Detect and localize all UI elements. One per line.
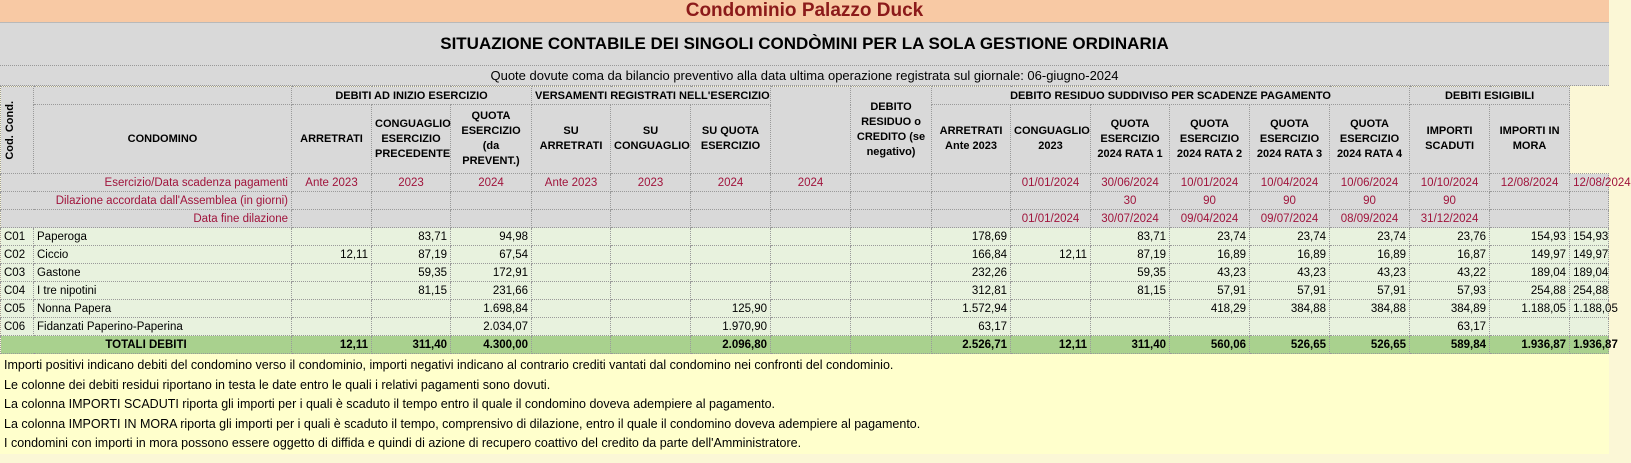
row-code[interactable]: C04 [1,282,34,300]
row-cell[interactable] [292,300,372,318]
schedule-cell[interactable] [771,192,851,210]
row-cell[interactable]: 43,22 [1410,264,1490,282]
schedule-cell[interactable] [532,210,611,228]
schedule-cell[interactable]: Ante 2023 [292,174,372,192]
sheet-title: Condominio Palazzo Duck [0,0,1609,23]
schedule-cell[interactable] [1490,192,1570,210]
schedule-cell[interactable]: 2023 [372,174,451,192]
row-cell[interactable]: 231,66 [451,282,532,300]
schedule-spacer-cell[interactable] [851,174,932,192]
totals-cell[interactable]: 560,06 [1170,336,1250,354]
row-cell[interactable]: 384,89 [1410,300,1490,318]
row-name[interactable]: Ciccio [34,246,292,264]
row-cell[interactable] [1250,318,1330,336]
totals-cell[interactable]: 12,11 [292,336,372,354]
schedule-cell[interactable]: 09/07/2024 [1250,210,1330,228]
schedule-cell[interactable] [1570,192,1609,210]
schedule-cell[interactable]: 31/12/2024 [1410,210,1490,228]
schedule-spacer-cell[interactable] [851,210,932,228]
row-cell[interactable] [771,228,851,246]
row-cell[interactable]: 16,89 [1170,246,1250,264]
notes-area [0,354,1609,454]
row-name[interactable]: Nonna Papera [34,300,292,318]
schedule-cell[interactable]: 10/06/2024 [1330,174,1410,192]
note-line: Le colonne dei debiti residui riportano in testa le date entro le quali i relativi pagamenti sono dovuti. [4,377,551,392]
row-cell[interactable]: 83,71 [1091,228,1170,246]
row-cell[interactable]: 12,11 [1011,246,1091,264]
row-cell[interactable] [372,318,451,336]
group-debiti-esigibili: DEBITI ESIGIBILI [1410,87,1570,105]
group-header-row [1,87,1609,105]
report-subtitle: SITUAZIONE CONTABILE DEI SINGOLI CONDÒMINI PER LA SOLA GESTIONE ORDINARIA [0,23,1609,66]
col-rata2: QUOTA ESERCIZIO 2024 RATA 2 [1170,105,1250,174]
table-row [1,228,1609,246]
row-cell[interactable] [1011,318,1091,336]
schedule-cell[interactable]: 10/04/2024 [1250,174,1330,192]
totals-cell[interactable]: 4.300,00 [451,336,532,354]
group-versamenti: VERSAMENTI REGISTRATI NELL'ESERCIZIO [532,87,771,105]
schedule-spacer-cell[interactable] [851,192,932,210]
row-cell[interactable] [611,300,691,318]
schedule-cell[interactable] [451,192,532,210]
schedule-cell[interactable] [691,192,771,210]
row-cell[interactable]: 1.698,84 [451,300,532,318]
row-cell[interactable] [292,264,372,282]
row-cell[interactable]: 83,71 [372,228,451,246]
schedule-cell[interactable]: 30 [1091,192,1170,210]
totals-cell[interactable]: 526,65 [1330,336,1410,354]
table-row [1,318,1609,336]
schedule-cell[interactable] [451,210,532,228]
row-cell[interactable]: 149,97 [1570,246,1609,264]
schedule-cell[interactable] [611,210,691,228]
totals-spacer-cell[interactable] [851,336,932,354]
schedule-cell[interactable] [611,192,691,210]
row-cell[interactable]: 57,91 [1330,282,1410,300]
row-cell[interactable]: 1.572,94 [932,300,1011,318]
totals-cell[interactable]: 12,11 [1011,336,1091,354]
schedule-cell[interactable]: 90 [1330,192,1410,210]
row-cell[interactable]: 384,88 [1330,300,1410,318]
row-cell[interactable] [1091,318,1170,336]
row-cell[interactable]: 59,35 [1091,264,1170,282]
totals-cell[interactable] [532,336,611,354]
row-spacer-cell[interactable] [851,246,932,264]
row-name[interactable]: Gastone [34,264,292,282]
row-name[interactable]: Paperoga [34,228,292,246]
schedule-cell[interactable] [1011,192,1091,210]
col-arretrati: ARRETRATI [292,105,372,174]
col-rata3: QUOTA ESERCIZIO 2024 RATA 3 [1250,105,1330,174]
col-su-conguaglio: SU CONGUAGLIO [611,105,691,174]
row-cell[interactable]: 154,93 [1490,228,1570,246]
row-cell[interactable] [611,228,691,246]
schedule-cell[interactable]: 90 [1410,192,1490,210]
col-rata1: QUOTA ESERCIZIO 2024 RATA 1 [1091,105,1170,174]
schedule-cell[interactable]: 09/04/2024 [1170,210,1250,228]
schedule-row-label[interactable]: Esercizio/Data scadenza pagamenti [1,174,292,192]
row-cell[interactable]: 312,81 [932,282,1011,300]
row-cell[interactable] [771,300,851,318]
row-cell[interactable]: 23,74 [1170,228,1250,246]
row-cell[interactable]: 125,90 [691,300,771,318]
col-condomino: CONDOMINO [34,105,292,174]
row-spacer-cell[interactable] [851,318,932,336]
row-cell[interactable] [691,228,771,246]
totals-cell[interactable]: 311,40 [372,336,451,354]
row-cell[interactable]: 63,17 [932,318,1011,336]
report-note: Quote dovute coma da bilancio preventivo alla data ultima operazione registrata sul giornale: 06-giugno-2024 [0,66,1609,86]
cod-header: Cod. Cond. [1,87,34,174]
totals-cell[interactable] [611,336,691,354]
schedule-row [1,210,1609,228]
row-cell[interactable] [1011,264,1091,282]
note-line: I condomini con importi in mora possono essere oggetto di diffida e quindi di azione di recupero coattivo del credito da parte dell'Amministratore. [4,436,802,450]
schedule-cell[interactable] [292,192,372,210]
row-cell[interactable] [771,318,851,336]
row-cell[interactable] [691,282,771,300]
row-cell[interactable]: 94,98 [451,228,532,246]
row-cell[interactable]: 178,69 [932,228,1011,246]
row-cell[interactable] [532,300,611,318]
row-cell[interactable]: 23,74 [1250,228,1330,246]
row-cell[interactable]: 12,11 [292,246,372,264]
row-cell[interactable] [532,228,611,246]
row-cell[interactable]: 87,19 [372,246,451,264]
schedule-cell[interactable]: 12/08/2024 [1490,174,1570,192]
schedule-cell[interactable] [932,210,1011,228]
row-cell[interactable] [292,282,372,300]
table-row [1,282,1609,300]
row-cell[interactable]: 2.034,07 [451,318,532,336]
schedule-cell[interactable]: 08/09/2024 [1330,210,1410,228]
schedule-cell[interactable] [292,210,372,228]
row-cell[interactable]: 57,93 [1410,282,1490,300]
row-cell[interactable]: 189,04 [1490,264,1570,282]
row-code[interactable]: C05 [1,300,34,318]
row-cell[interactable]: 81,15 [372,282,451,300]
row-cell[interactable]: 43,23 [1250,264,1330,282]
schedule-cell[interactable] [932,192,1011,210]
row-cell[interactable]: 166,84 [932,246,1011,264]
schedule-cell[interactable]: 30/06/2024 [1091,174,1170,192]
schedule-cell[interactable] [372,192,451,210]
row-cell[interactable]: 43,23 [1330,264,1410,282]
row-code[interactable]: C03 [1,264,34,282]
schedule-cell[interactable] [691,210,771,228]
totals-cell[interactable]: 2.096,80 [691,336,771,354]
totals-cell[interactable]: 526,65 [1250,336,1330,354]
table-row [1,246,1609,264]
schedule-row [1,174,1609,192]
totals-cell[interactable]: 2.526,71 [932,336,1011,354]
note-line: La colonna IMPORTI IN MORA riporta gli importi per i quali è scaduto il tempo, comprensivo di dilazione, entro il quale il condomino doveva adempiere al pagamento. [4,416,921,431]
table-row [1,300,1609,318]
row-cell[interactable]: 254,88 [1490,282,1570,300]
row-cell[interactable] [532,318,611,336]
totals-cell[interactable]: 589,84 [1410,336,1490,354]
row-cell[interactable]: 16,87 [1410,246,1490,264]
row-cell[interactable]: 1.970,90 [691,318,771,336]
schedule-cell[interactable] [532,192,611,210]
schedule-cell[interactable]: Ante 2023 [532,174,611,192]
row-cell[interactable] [1490,318,1570,336]
group-debiti-inizio: DEBITI AD INIZIO ESERCIZIO [292,87,532,105]
schedule-cell[interactable]: 90 [1170,192,1250,210]
col-arretrati-ante: ARRETRATI Ante 2023 [932,105,1011,174]
row-cell[interactable] [691,246,771,264]
row-code[interactable]: C02 [1,246,34,264]
schedule-cell[interactable]: 30/07/2024 [1091,210,1170,228]
schedule-cell[interactable] [1570,210,1609,228]
table-row [1,264,1609,282]
row-cell[interactable]: 23,76 [1410,228,1490,246]
schedule-cell[interactable] [372,210,451,228]
row-cell[interactable]: 67,54 [451,246,532,264]
row-cell[interactable]: 57,91 [1250,282,1330,300]
col-quota-esercizio: QUOTA ESERCIZIO (da PREVENT.) [451,105,532,174]
row-cell[interactable] [1330,318,1410,336]
schedule-cell[interactable] [932,174,1011,192]
row-cell[interactable] [1091,300,1170,318]
row-cell[interactable] [771,282,851,300]
col-conguaglio-2023: CONGUAGLIO 2023 [1011,105,1091,174]
group-debito-residuo: DEBITO RESIDUO SUDDIVISO PER SCADENZE PAGAMENTO [932,87,1410,105]
row-cell[interactable] [1570,318,1609,336]
row-cell[interactable] [771,246,851,264]
row-cell[interactable] [611,318,691,336]
schedule-cell[interactable]: 2024 [451,174,532,192]
row-spacer-cell[interactable] [851,264,932,282]
note-line: Importi positivi indicano debiti del condomino verso il condominio, importi negativi indicano al contrario crediti vantati dal condomino nei confronti del condominio. [4,358,894,372]
row-cell[interactable] [532,246,611,264]
schedule-cell[interactable] [1490,210,1570,228]
row-cell[interactable]: 149,97 [1490,246,1570,264]
row-cell[interactable] [1011,300,1091,318]
schedule-cell[interactable] [771,210,851,228]
totals-cell[interactable]: 1.936,87 [1570,336,1609,354]
schedule-cell[interactable]: 90 [1250,192,1330,210]
row-cell[interactable]: 384,88 [1250,300,1330,318]
schedule-cell[interactable]: 01/01/2024 [1011,210,1091,228]
row-cell[interactable]: 189,04 [1570,264,1609,282]
row-cell[interactable]: 81,15 [1091,282,1170,300]
row-cell[interactable] [372,300,451,318]
row-cell[interactable] [1170,318,1250,336]
row-cell[interactable]: 57,91 [1170,282,1250,300]
schedule-cell[interactable]: 2023 [611,174,691,192]
row-cell[interactable]: 16,89 [1330,246,1410,264]
row-code[interactable]: C06 [1,318,34,336]
row-code[interactable]: C01 [1,228,34,246]
schedule-cell[interactable]: 12/08/2024 [1570,174,1609,192]
row-cell[interactable] [1011,228,1091,246]
row-cell[interactable]: 23,74 [1330,228,1410,246]
row-cell[interactable]: 254,88 [1570,282,1609,300]
col-debito-residuo: DEBITO RESIDUO o CREDITO (se negativo) [851,87,932,174]
row-spacer-cell[interactable] [851,300,932,318]
col-importi-mora: IMPORTI IN MORA [1490,105,1570,174]
schedule-row-label[interactable]: Dilazione accordata dall'Assemblea (in giorni) [1,192,292,210]
schedule-row-label[interactable]: Data fine dilazione [1,210,292,228]
row-name[interactable]: I tre nipotini [34,282,292,300]
totals-cell[interactable] [771,336,851,354]
row-cell[interactable]: 16,89 [1250,246,1330,264]
row-cell[interactable]: 154,93 [1570,228,1609,246]
schedule-cell[interactable]: 2024 [691,174,771,192]
row-cell[interactable] [532,264,611,282]
schedule-cell[interactable]: 10/01/2024 [1170,174,1250,192]
col-rata4: QUOTA ESERCIZIO 2024 RATA 4 [1330,105,1410,174]
totals-row [1,336,1609,354]
row-cell[interactable] [691,264,771,282]
row-cell[interactable] [532,282,611,300]
row-cell[interactable] [292,318,372,336]
row-cell[interactable] [611,246,691,264]
row-cell[interactable]: 63,17 [1410,318,1490,336]
accounts-table [0,86,1631,354]
row-spacer-cell[interactable] [851,228,932,246]
col-su-arretrati: SU ARRETRATI [532,105,611,174]
schedule-cell[interactable]: 01/01/2024 [1011,174,1091,192]
col-conguaglio-prec: CONGUAGLIO ESERCIZIO PRECEDENTE [372,105,451,174]
col-su-quota: SU QUOTA ESERCIZIO [691,105,771,174]
row-cell[interactable]: 59,35 [372,264,451,282]
row-spacer-cell[interactable] [851,282,932,300]
row-cell[interactable]: 87,19 [1091,246,1170,264]
row-cell[interactable] [611,282,691,300]
row-cell[interactable]: 418,29 [1170,300,1250,318]
totals-cell[interactable]: 311,40 [1091,336,1170,354]
row-cell[interactable] [292,228,372,246]
row-cell[interactable]: 43,23 [1170,264,1250,282]
row-cell[interactable]: 172,91 [451,264,532,282]
schedule-cell[interactable]: 10/10/2024 [1410,174,1490,192]
row-cell[interactable] [611,264,691,282]
row-cell[interactable]: 232,26 [932,264,1011,282]
totals-label[interactable]: TOTALI DEBITI [1,336,292,354]
row-cell[interactable] [771,264,851,282]
row-cell[interactable] [1011,282,1091,300]
note-line: La colonna IMPORTI SCADUTI riporta gli importi per i quali è scaduto il tempo entro il quale il condomino doveva adempiere al pagamento. [4,397,775,411]
schedule-row [1,192,1609,210]
col-importi-scaduti: IMPORTI SCADUTI [1410,105,1490,174]
row-cell[interactable]: 1.188,05 [1570,300,1609,318]
totals-cell[interactable]: 1.936,87 [1490,336,1570,354]
row-cell[interactable]: 1.188,05 [1490,300,1570,318]
schedule-cell[interactable]: 2024 [771,174,851,192]
row-name[interactable]: Fidanzati Paperino-Paperina [34,318,292,336]
